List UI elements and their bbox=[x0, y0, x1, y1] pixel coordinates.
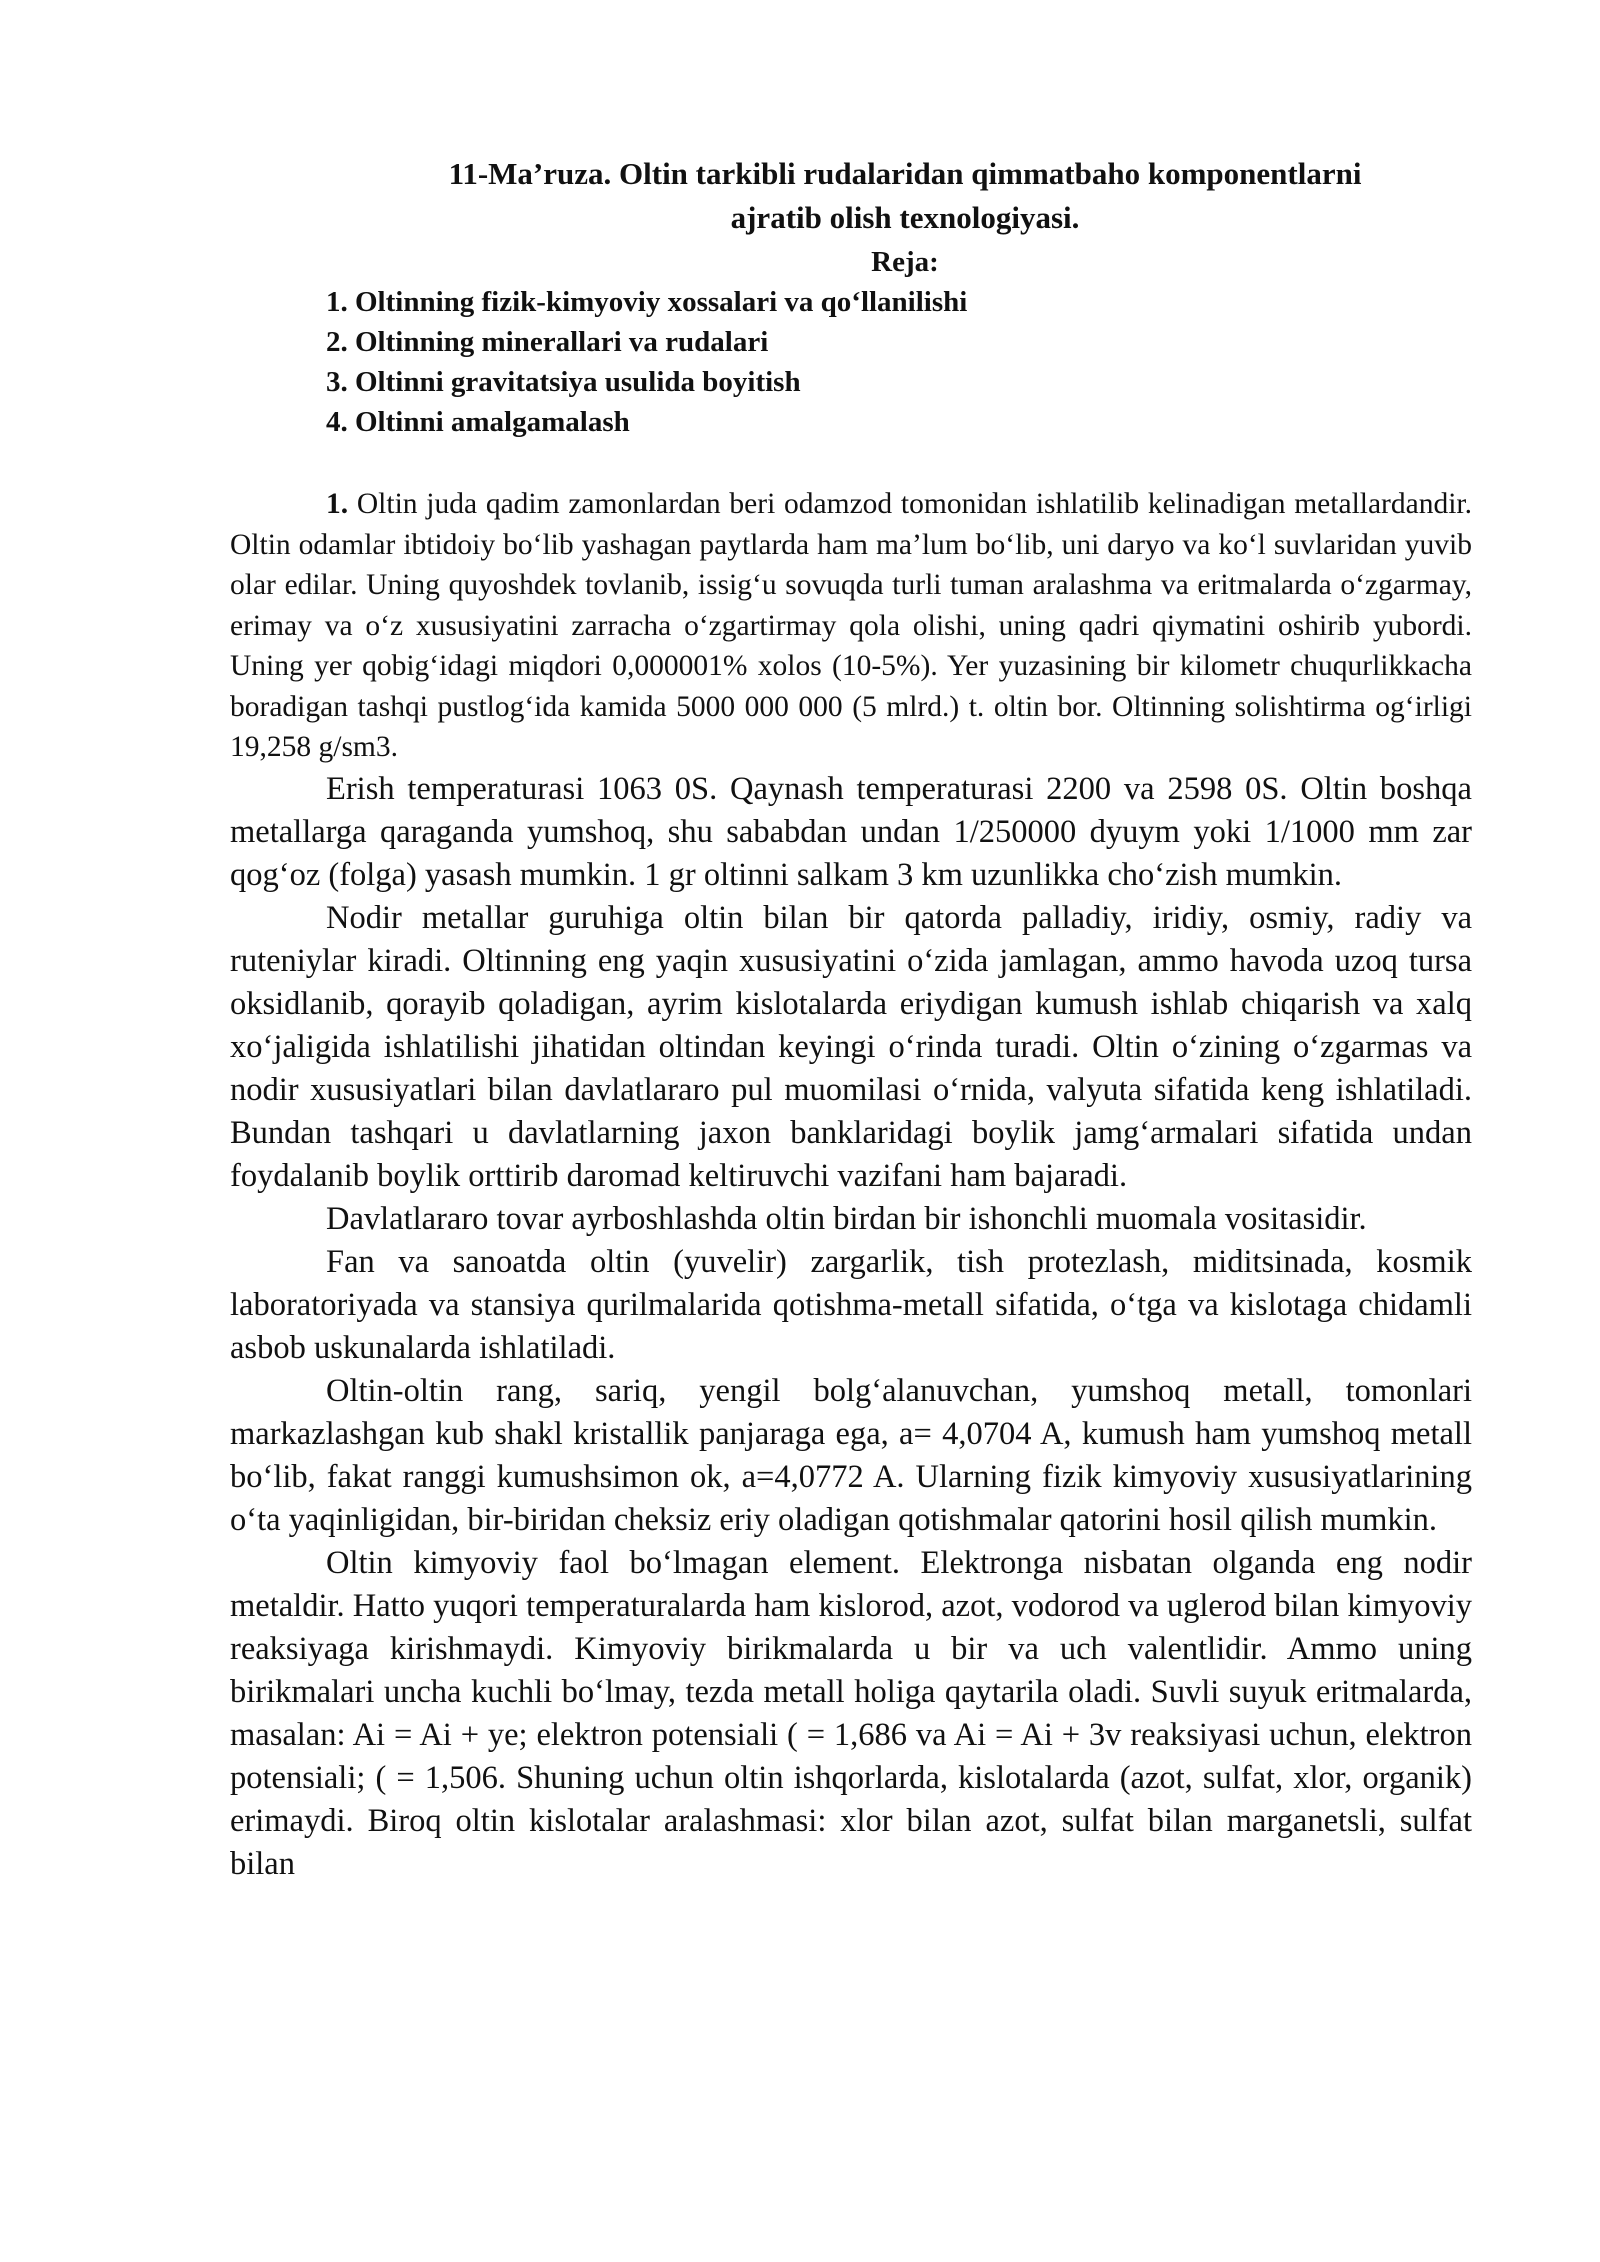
paragraph-intro bbox=[230, 484, 1472, 768]
paragraph-noble-metals: Nodir metallar guruhiga oltin bilan bir qatorda palladiy, iridiy, osmiy, radiy va ruteniylar kiradi. Oltinning eng yaqin xususiyatini o‘zida jamlagan, ammo havoda uzoq tursa oksidlanib, qorayib qoladigan, ayrim kislotalarda eriydigan kumush ishlab chiqarish va xalq xo‘jaligida ishlatilishi jihatidan oltindan keyingi o‘rinda turadi. Oltin o‘zining o‘zgarmas va nodir xususiyatlari bilan davlatlararo pul muomilasi o‘rnida, valyuta sifatida keng ishlatiladi. Bundan tashqari u davlatlarning jaxon banklaridagi boylik jamg‘armalari sifatida undan foydalanib boylik orttirib daromad keltiruvchi vazifani ham bajaradi. bbox=[230, 899, 1472, 1194]
paragraph-trade: Davlatlararo tovar ayrboshlashda oltin birdan bir ishonchli muomala vositasidir. bbox=[326, 1200, 1367, 1237]
plan-item: 1. Oltinning fizik-kimyoviy xossalari va qo‘llanilishi bbox=[326, 286, 968, 318]
paragraph-chemistry: Oltin kimyoviy faol bo‘lmagan element. Elektronga nisbatan olganda eng nodir metaldir. Hatto yuqori temperaturalarda ham kislorod, azot, vodorod va uglerod bilan kimyoviy reaksiyaga kirishmaydi. Kimyoviy birikmalarda u bir va uch valentlidir. Ammo uning birikmalari uncha kuchli bo‘lmay, tezda metall holiga qaytarila oladi. Suvli suyuk eritmalarda, masalan: Ai = Ai + ye; elektron potensiali ( = 1,686 va Ai = Ai + 3v reaksiyasi uchun, elektron potensiali; ( = 1,506. Shuning uchun oltin ishqorlarda, kislotalarda (azot, sulfat, xlor, organik) erimaydi. Biroq oltin kislotalar aralashmasi: xlor bilan azot, sulfat bilan marganetsli, sulfat bilan bbox=[230, 1544, 1472, 1882]
paragraph-crystal: Oltin-oltin rang, sariq, yengil bolg‘alanuvchan, yumshoq metall, tomonlari markazlashgan kub shakl kristallik panjaraga ega, a= 4,0704 A, kumush ham yumshoq metall bo‘lib, fakat ranggi kumushsimon ok, a=4,0772 A. Ularning fizik kimyoviy xususiyatlarining o‘ta yaqinligidan, bir-biridan cheksiz eriy oladigan qotishmalar qatorini hosil qilish mumkin. bbox=[230, 1372, 1472, 1538]
plan-item: 2. Oltinning minerallari va rudalari bbox=[326, 326, 769, 358]
lecture-title bbox=[230, 152, 1580, 240]
lecture-title-line-2: ajratib olish texnologiyasi. bbox=[730, 200, 1080, 235]
plan-list bbox=[326, 282, 967, 442]
body-text bbox=[230, 484, 1472, 1886]
plan-item: 3. Oltinni gravitatsiya usulida boyitish bbox=[326, 366, 801, 398]
lecture-title-line-1: 11-Ma’ruza. Oltin tarkibli rudalaridan qimmatbaho komponentlarni bbox=[448, 156, 1362, 191]
section-number: 1. bbox=[326, 488, 349, 520]
plan-title: Reja: bbox=[871, 246, 939, 278]
paragraph-melting: Erish temperaturasi 1063 0S. Qaynash temperaturasi 2200 va 2598 0S. Oltin boshqa metallarga qaraganda yumshoq, shu sababdan undan 1/250000 dyuym yoki 1/1000 mm zar qog‘oz (folga) yasash mumkin. 1 gr oltinni salkam 3 km uzunlikka cho‘zish mumkin. bbox=[230, 770, 1472, 893]
plan-item: 4. Oltinni amalgamalash bbox=[326, 406, 630, 438]
paragraph-intro-text: Oltin juda qadim zamonlardan beri odamzod tomonidan ishlatilib kelinadigan metallardandir. Oltin odamlar ibtidoiy bo‘lib yashagan paytlarda ham ma’lum bo‘lib, uni daryo va ko‘l suvlaridan yuvib olar edilar. Uning quyoshdek tovlanib, issig‘u sovuqda turli tuman aralashma va eritmalarda o‘zgarmay, erimay va o‘z xususiyatini zarracha o‘zgartirmay qola olishi, uning qadri qiymatini oshirib yubordi. Uning yer qobig‘idagi miqdori 0,000001% xolos (10-5%). Yer yuzasining bir kilometr chuqurlikkacha boradigan tashqi pustlog‘ida kamida 5000 000 000 (5 mlrd.) t. oltin bor. Oltinning solishtirma og‘irligi 19,258 g/sm3. bbox=[230, 488, 1472, 763]
paragraph-uses: Fan va sanoatda oltin (yuvelir) zargarlik, tish protezlash, miditsinada, kosmik laboratoriyada va stansiya qurilmalarida qotishma-metall sifatida, o‘tga va kislotaga chidamli asbob uskunalarda ishlatiladi. bbox=[230, 1243, 1472, 1366]
